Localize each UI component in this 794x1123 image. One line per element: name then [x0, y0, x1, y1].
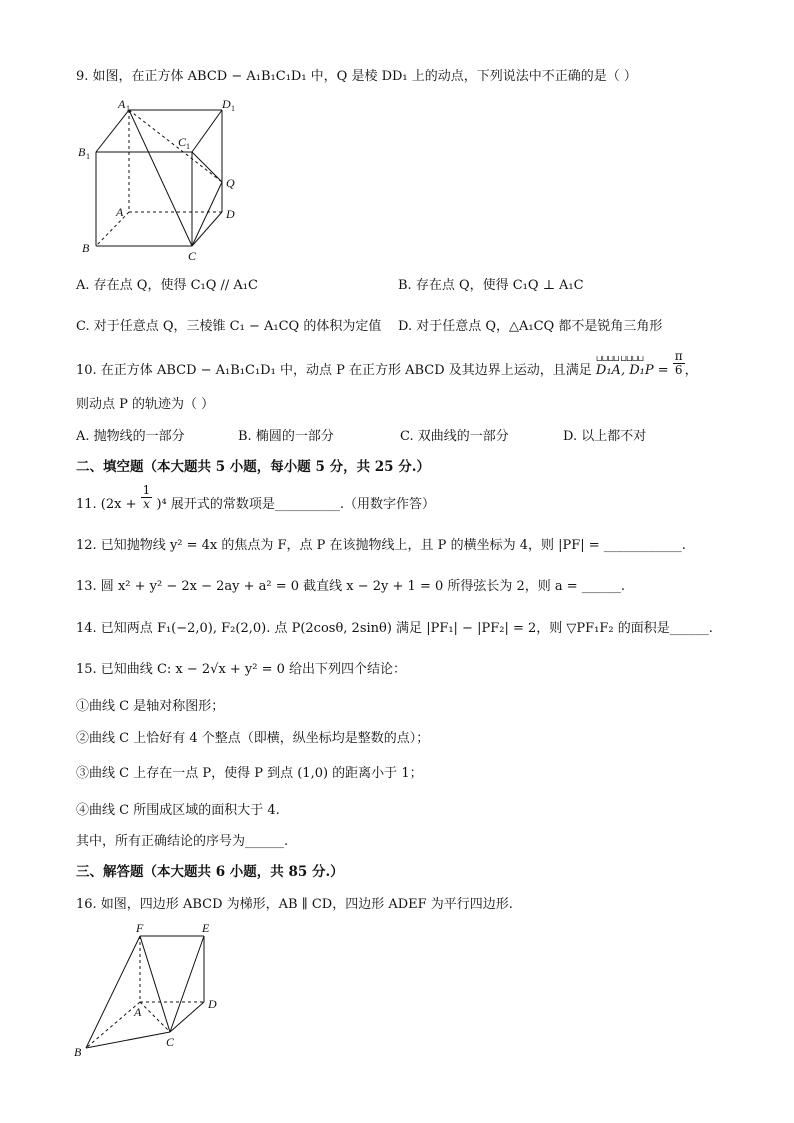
q10-stem: 10. 在正方体 ABCD − A₁B₁C₁D₁ 中，动点 P 在正方形 ABCD 及其边界上运动，且满足 ⊔⊔⊔⊔ ⊔⊔⊔⊔ D₁A, D₁P = $\frac{\pi}{6}$ ， [76, 349, 698, 378]
section-2-heading: 二、填空题（本大题共 5 小题，每小题 5 分，共 25 分.） [76, 459, 430, 475]
edge-b-c [86, 1032, 170, 1048]
label-f: F [136, 922, 144, 935]
label-c: C [188, 249, 197, 263]
label-a: A [116, 205, 124, 219]
segment-a1-c [129, 110, 192, 246]
edge-a-b-hidden [96, 212, 129, 246]
segment-c-q [192, 182, 222, 246]
q11: 11. (2x + $\frac{1}{x}$ )⁴ 展开式的常数项是__________.（用数字作答） [76, 483, 435, 512]
edge-a-b-hidden [86, 1002, 140, 1048]
label-d: D [208, 997, 217, 1011]
label-c1: C [178, 135, 187, 149]
trapezoid-figure [72, 922, 232, 1062]
label-d1: D [222, 97, 231, 111]
label-q: Q [226, 176, 235, 190]
q10-option-d[interactable]: D. 以上都不对 [563, 429, 647, 444]
q15-item-1: ①曲线 C 是轴对称图形； [76, 699, 225, 714]
q9-option-a[interactable]: A. 存在点 Q，使得 C₁Q // A₁C [76, 278, 258, 293]
q9-option-c[interactable]: C. 对于任意点 Q，三棱锥 C₁ − A₁CQ 的体积为定值 [76, 319, 382, 334]
label-e: E [202, 922, 210, 935]
label-b1: B [78, 145, 86, 159]
svg-text:1: 1 [86, 152, 90, 161]
q12: 12. 已知抛物线 y² = 4x 的焦点为 F，点 P 在该抛物线上，且 P 的横坐标为 4，则 |PF| = ____________. [76, 538, 686, 553]
q15-answer: 其中，所有正确结论的序号为______. [76, 834, 289, 849]
q9-option-d[interactable]: D. 对于任意点 Q，△A₁CQ 都不是锐角三角形 [398, 319, 663, 334]
q11-fraction: $\frac{1}{x}$ [142, 483, 151, 511]
segment-c1-q [192, 152, 222, 182]
segment-a1-q-hidden [129, 110, 222, 182]
label-a: A [134, 1005, 142, 1019]
q16-stem: 16. 如图，四边形 ABCD 为梯形，AB ∥ CD，四边形 ADEF 为平行四边形. [76, 897, 513, 912]
q10-vector-marks: ⊔⊔⊔⊔ ⊔⊔⊔⊔ [595, 354, 644, 363]
q9-option-b[interactable]: B. 存在点 Q，使得 C₁Q ⊥ A₁C [398, 278, 584, 293]
edge-a1-b1 [96, 110, 129, 152]
q10-stem-line2: 则动点 P 的轨迹为（ ） [76, 397, 215, 412]
svg-text:1: 1 [186, 142, 190, 151]
edge-c-d [192, 212, 222, 246]
q14: 14. 已知两点 F₁(−2,0), F₂(2,0). 点 P(2cosθ, 2sinθ) 满足 |PF₁| − |PF₂| = 2，则 ▽PF₁F₂ 的面积是______. [76, 621, 713, 636]
svg-text:1: 1 [126, 104, 130, 113]
q13: 13. 圆 x² + y² − 2x − 2ay + a² = 0 截直线 x − 2y + 1 = 0 所得弦长为 2，则 a = ______. [76, 579, 625, 594]
q10-vector-expression: ⊔⊔⊔⊔ ⊔⊔⊔⊔ D₁A, D₁P = [596, 362, 669, 380]
label-a1: A [118, 97, 126, 111]
label-b: B [82, 241, 90, 255]
edge-f-c [140, 936, 170, 1032]
q10-option-c[interactable]: C. 双曲线的一部分 [400, 429, 509, 444]
label-c: C [166, 1035, 175, 1049]
label-b: B [74, 1045, 82, 1059]
q15-stem: 15. 已知曲线 C: x − 2√x + y² = 0 给出下列四个结论： [76, 662, 407, 677]
q15-item-2: ②曲线 C 上恰好有 4 个整点（即横，纵坐标均是整数的点）； [76, 731, 430, 746]
label-d: D [226, 207, 235, 221]
q10-fraction: $\frac{\pi}{6}$ [674, 349, 683, 377]
q10-option-b[interactable]: B. 椭圆的一部分 [238, 429, 334, 444]
q9-stem: 9. 如图，在正方体 ABCD − A₁B₁C₁D₁ 中，Q 是棱 DD₁ 上的动点，下列说法中不正确的是（ ） [76, 69, 637, 84]
q10-option-a[interactable]: A. 抛物线的一部分 [76, 429, 185, 444]
edge-f-b [86, 936, 140, 1048]
section-3-heading: 三、解答题（本大题共 6 小题，共 85 分.） [76, 864, 344, 880]
edge-d1-c1 [192, 110, 222, 152]
q15-item-3: ③曲线 C 上存在一点 P，使得 P 到点 (1,0) 的距离小于 1； [76, 766, 423, 781]
svg-text:1: 1 [231, 104, 235, 113]
cube-figure [72, 96, 252, 266]
q15-item-4: ④曲线 C 所围成区域的面积大于 4. [76, 803, 280, 818]
